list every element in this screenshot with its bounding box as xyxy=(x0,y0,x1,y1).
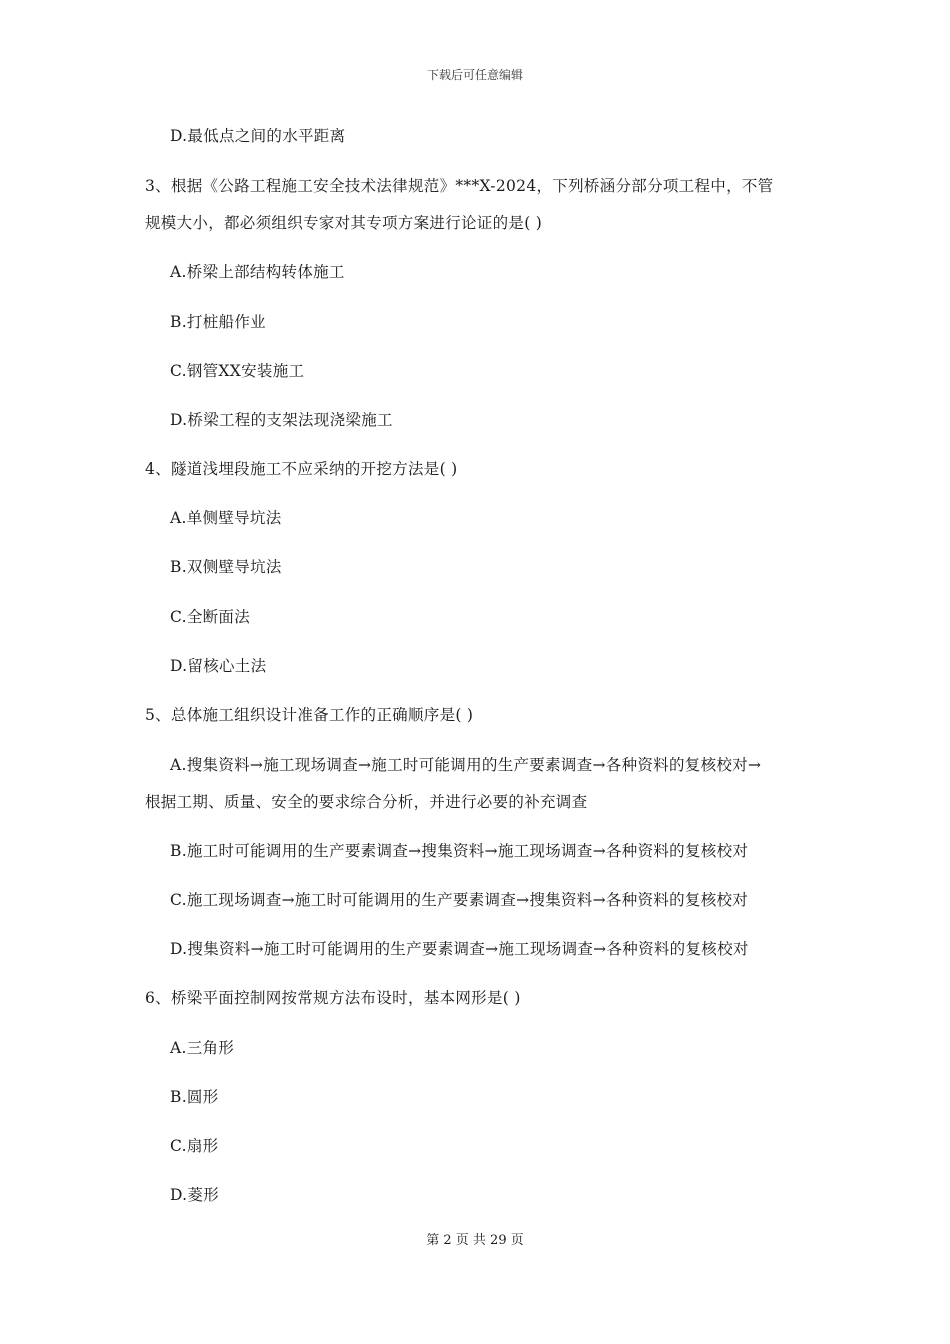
option-line: D.菱形 xyxy=(170,1186,220,1204)
option-line: D.留核心土法 xyxy=(170,657,267,675)
option-line: B.圆形 xyxy=(170,1088,219,1106)
option-line: C.扇形 xyxy=(170,1137,219,1155)
question-line: 5、总体施工组织设计准备工作的正确顺序是( ) xyxy=(145,706,474,724)
option-line: A.搜集资料→施工现场调查→施工时可能调用的生产要素调查→各种资料的复核校对→ xyxy=(170,756,762,774)
option-line: B.施工时可能调用的生产要素调查→搜集资料→施工现场调查→各种资料的复核校对 xyxy=(170,842,749,860)
option-line: B.打桩船作业 xyxy=(170,313,266,331)
page-footer: 第 2 页 共 29 页 xyxy=(426,1233,524,1248)
page-header: 下载后可任意编辑 xyxy=(426,68,523,82)
question-line: 6、桥梁平面控制网按常规方法布设时，基本网形是( ) xyxy=(145,989,521,1007)
option-continuation-line: 根据工期、质量、安全的要求综合分析，并进行必要的补充调查 xyxy=(145,793,588,811)
option-line: D.桥梁工程的支架法现浇梁施工 xyxy=(170,411,393,429)
option-line: A.三角形 xyxy=(170,1039,235,1057)
question-continuation-line: 规模大小，都必须组织专家对其专项方案进行论证的是( ) xyxy=(145,214,543,232)
option-line: D.搜集资料→施工时可能调用的生产要素调查→施工现场调查→各种资料的复核校对 xyxy=(170,940,749,958)
question-line: 4、隧道浅埋段施工不应采纳的开挖方法是( ) xyxy=(145,460,458,478)
option-line: A.桥梁上部结构转体施工 xyxy=(170,263,345,281)
option-line: D.最低点之间的水平距离 xyxy=(170,127,346,145)
option-line: C.施工现场调查→施工时可能调用的生产要素调查→搜集资料→各种资料的复核校对 xyxy=(170,891,749,909)
option-line: B.双侧壁导坑法 xyxy=(170,558,282,576)
question-line: 3、根据《公路工程施工安全技术法律规范》***X-2024，下列桥涵分部分项工程中，不管 xyxy=(145,177,774,195)
option-line: C.钢管XX安装施工 xyxy=(170,362,305,380)
option-line: C.全断面法 xyxy=(170,608,251,626)
option-line: A.单侧壁导坑法 xyxy=(170,509,282,527)
